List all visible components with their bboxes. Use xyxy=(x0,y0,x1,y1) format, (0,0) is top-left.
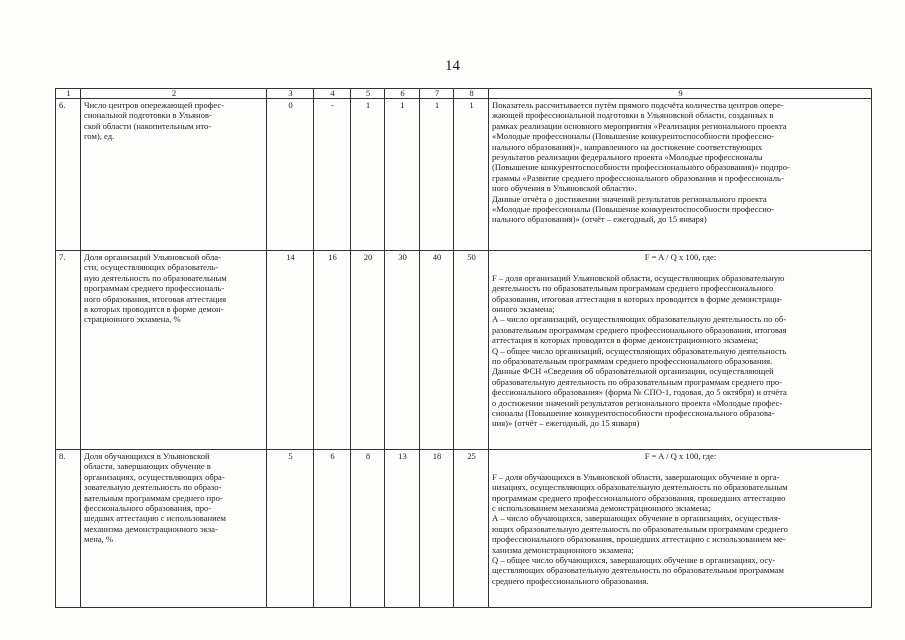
value-cell: 5 xyxy=(267,450,314,608)
value-cell: 30 xyxy=(385,251,420,450)
table-row xyxy=(56,99,872,251)
methodology-line: низациях, осуществляющих образовательную деятельность по образовательным xyxy=(492,482,788,493)
methodology-line: образования, итоговая аттестация в которых проводится в форме демонстраци- xyxy=(492,293,783,304)
methodology-line: нального образования)» (отчёт – ежегодный, до 15 января) xyxy=(492,214,707,225)
methodology-line: рамках реализации основного мероприятия «Реализация регионального проекта xyxy=(492,120,787,131)
methodology-line: с использованием механизма демонстрационного экзамена; xyxy=(492,503,711,514)
methodology-line: жающей профессиональной подготовки в Ульяновской области, созданных в xyxy=(492,110,774,121)
value-cell: 40 xyxy=(420,251,454,450)
methodology-line: среднего профессионального образования. xyxy=(492,575,649,586)
value-cell: 14 xyxy=(267,251,314,450)
methodology-line: сионалы (Повышение конкурентоспособности профессионального образова- xyxy=(492,408,775,419)
methodology-line: ния)» (отчёт – ежегодный, до 15 января) xyxy=(492,418,640,429)
methodology-line: Q – общее число обучающихся, завершающих обучение в организациях, осу- xyxy=(492,555,776,566)
indicator-line: области, завершающих обучение в xyxy=(84,461,211,472)
methodology-line: Данные отчёта о достижении значений результатов регионального проекта xyxy=(492,193,767,204)
methodology-line: программам среднего профессионального образования, прошедших аттестацию xyxy=(492,492,786,503)
value-cell: 0 xyxy=(267,99,314,251)
table-row xyxy=(56,450,872,608)
indicator-line: Доля организаций Ульяновской обла- xyxy=(84,252,221,262)
value-cell: 8 xyxy=(351,450,385,608)
methodology-line: ханизма демонстрационного экзамена; xyxy=(492,544,634,555)
methodology-line: фессионального образования» (форма № СПО-1, годовая, до 5 октября) и отчёта xyxy=(492,387,787,398)
value-cell: 50 xyxy=(454,251,489,450)
methodology-line: «Молодые профессионалы (Повышение конкурентоспособности профессио- xyxy=(492,204,775,215)
methodology-line: ществляющих образовательную деятельность по образовательным программам xyxy=(492,565,784,576)
value-cell: 13 xyxy=(385,450,420,608)
header-cell: 8 xyxy=(454,89,489,99)
value-cell: 1 xyxy=(454,99,489,251)
methodology-text xyxy=(489,251,872,450)
header-cell: 6 xyxy=(385,89,420,99)
indicator-name xyxy=(81,99,267,251)
header-cell: 2 xyxy=(81,89,267,99)
methodology-line: результатов реализации федерального проекта «Молодые профессионалы xyxy=(492,152,763,163)
methodology-line: нального образования)», направленного на достижение соответствующих xyxy=(492,141,763,152)
indicators-table xyxy=(55,88,872,608)
indicator-line: ской области (накопительным ито- xyxy=(84,120,212,131)
methodology-text xyxy=(489,99,872,251)
methodology-line: Q – общее число организаций, осуществляющих образовательную деятельность xyxy=(492,345,787,356)
row-number: 7. xyxy=(56,251,81,450)
indicator-line: организациях, осуществляющих обра- xyxy=(84,471,225,482)
methodology-line: граммы «Развитие среднего профессионального образования и профессиональ- xyxy=(492,172,784,183)
methodology-line xyxy=(492,461,869,471)
methodology-line: А – число организаций, осуществляющих образовательную деятельность по об- xyxy=(492,314,787,325)
indicator-line: вательным программам среднего про- xyxy=(84,492,223,503)
indicator-line: фессионального образования, про- xyxy=(84,503,212,514)
methodology-line: F – доля организаций Ульяновской области, осуществляющих образовательную xyxy=(492,272,785,283)
value-cell: 1 xyxy=(420,99,454,251)
indicator-line: зовательную деятельность по образо- xyxy=(84,482,222,493)
indicator-line: ного образования, итоговая аттестация xyxy=(84,293,227,304)
methodology-line: Данные ФСН «Сведения об образовательной организации, осуществляющей xyxy=(492,366,774,377)
indicator-line: сиональной подготовки в Ульянов- xyxy=(84,110,212,121)
header-cell: 4 xyxy=(314,89,351,99)
indicator-line: Доля обучающихся в Ульяновской xyxy=(84,451,210,461)
indicator-line: механизма демонстрационного экза- xyxy=(84,523,218,534)
methodology-line: о достижении значений результатов регионального проекта «Молодые профес- xyxy=(492,397,783,408)
methodology-line: (Повышение конкурентоспособности профессионального образования)» подпро- xyxy=(492,162,790,173)
indicator-line: в которых проводится в форме демон- xyxy=(84,304,224,315)
value-cell: 1 xyxy=(385,99,420,251)
table-row xyxy=(56,251,872,450)
formula: F = A / Q x 100, где: xyxy=(644,252,717,262)
indicator-line: программам среднего профессиональ- xyxy=(84,283,225,294)
methodology-line: деятельность по образовательным программам среднего профессионального xyxy=(492,283,774,294)
methodology-line: онного экзамена; xyxy=(492,304,555,315)
methodology-line: образовательную деятельность по образовательным программам среднего про- xyxy=(492,376,783,387)
header-cell: 5 xyxy=(351,89,385,99)
indicator-line: страционного экзамена, % xyxy=(84,314,181,325)
indicator-line: гом), ед. xyxy=(84,131,115,142)
page-number: 14 xyxy=(445,58,460,74)
value-cell: 1 xyxy=(351,99,385,251)
value-cell: 20 xyxy=(351,251,385,450)
header-cell: 1 xyxy=(56,89,81,99)
indicator-name xyxy=(81,251,267,450)
indicator-line: шедших аттестацию с использованием xyxy=(84,513,226,524)
methodology-line: аттестация в которых проводится в форме демонстрационного экзамена; xyxy=(492,335,759,346)
header-cell: 9 xyxy=(489,89,872,99)
methodology-line: F – доля обучающихся в Ульяновской области, завершающих обучение в орга- xyxy=(492,471,780,482)
indicator-name xyxy=(81,450,267,608)
header-row xyxy=(56,89,872,99)
indicator-line: ную деятельность по образовательным xyxy=(84,272,227,283)
header-cell: 7 xyxy=(420,89,454,99)
row-number: 8. xyxy=(56,450,81,608)
formula: F = A / Q x 100, где: xyxy=(644,451,717,461)
value-cell: 25 xyxy=(454,450,489,608)
value-cell: 16 xyxy=(314,251,351,450)
row-number: 6. xyxy=(56,99,81,251)
methodology-line: ющих образовательную деятельность по образовательным программам среднего xyxy=(492,523,788,534)
indicator-line: сти, осуществляющих образователь- xyxy=(84,262,219,273)
methodology-text xyxy=(489,450,872,608)
methodology-line: Показатель рассчитывается путём прямого подсчёта количества центров опере- xyxy=(492,100,784,110)
methodology-line: А – число обучающихся, завершающих обучение в организациях, осуществля- xyxy=(492,513,781,524)
indicator-line: мена, % xyxy=(84,534,114,545)
indicator-line: Число центров опережающей профес- xyxy=(84,100,225,110)
value-cell: 6 xyxy=(314,450,351,608)
methodology-line: ного обучения в Ульяновской области». xyxy=(492,183,637,194)
methodology-line: профессионального образования, прошедших аттестацию с использованием ме- xyxy=(492,534,786,545)
methodology-line: «Молодые профессионалы (Повышение конкурентоспособности профессио- xyxy=(492,131,775,142)
value-cell: 18 xyxy=(420,450,454,608)
methodology-line: по образовательным программам среднего профессионального образования. xyxy=(492,356,773,367)
header-cell: 3 xyxy=(267,89,314,99)
methodology-line: разовательным программам среднего профессионального образования, итоговая xyxy=(492,324,787,335)
value-cell: - xyxy=(314,99,351,251)
methodology-line xyxy=(492,262,869,272)
